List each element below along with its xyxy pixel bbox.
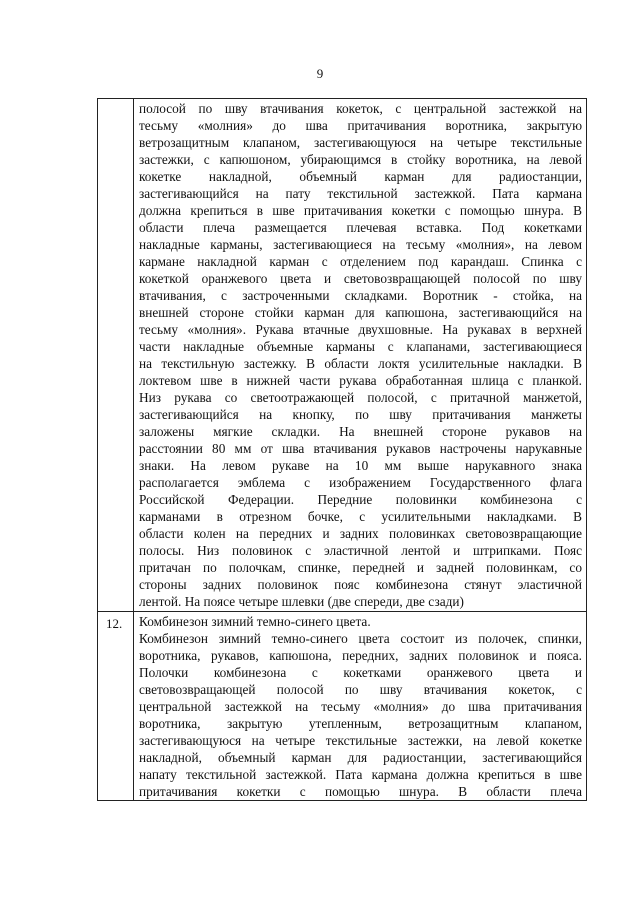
text-line: втачивания, с застроченными складками. Воротник - стойка, на (139, 288, 582, 303)
text-line: внешней стороне стойки карман для капюшона, застегивающийся на (139, 305, 582, 320)
text-line: должна крепиться в шве притачивания кокетки с помощью шнура. В (139, 203, 582, 218)
description-text (139, 100, 582, 610)
text-line: притачан по полочкам, спинке, передней и задней половинкам, со (139, 560, 582, 575)
text-line: Низ рукава со светоотражающей полосой, с притачной манжетой, (139, 390, 582, 405)
text-line: стороны задних половинок пояс комбинезона стянут эластичной (139, 577, 582, 592)
text-line: лентой. На поясе четыре шлевки (две спереди, две сзади) (139, 594, 464, 609)
text-line: локтевом шве в нижней части рукава обработанная шлица с планкой. (139, 373, 582, 388)
text-line: застегивающийся на пату текстильной застежкой. Пата кармана (139, 186, 582, 201)
text-line: области плеча размещается плечевая вставка. Под кокетками (139, 220, 582, 235)
text-line: на текстильную застежку. В области локтя усилительные накладки. В (139, 356, 582, 371)
text-line: напату текстильной застежкой. Пата кармана должна крепиться в шве (139, 767, 582, 782)
text-line: световозвращающей полосой по шву втачивания кокеток, с (139, 682, 582, 697)
text-line: тесьму «молния» до шва притачивания воротника, закрытую (139, 118, 582, 133)
description-cell (134, 99, 587, 612)
text-line: заложены мягкие складки. На внешней стороне рукавов на (139, 424, 582, 439)
table-row (98, 612, 587, 801)
text-line: застегивающуюся на четыре текстильные застежки, на левой кокетке (139, 733, 582, 748)
description-cell (134, 612, 587, 801)
text-line: располагается эмблема с изображением Государственного флага (139, 475, 582, 490)
text-line: Комбинезон зимний темно-синего цвета. (139, 614, 371, 629)
text-line: части накладные объемные карманы с клапанами, застегивающиеся (139, 339, 582, 354)
text-line: знаки. На левом рукаве на 10 мм выше нарукавного знака (139, 458, 582, 473)
table-row (98, 99, 587, 612)
description-text (139, 613, 582, 800)
text-line: воротника, рукавов, капюшона, передних, задних половинок и пояса. (139, 648, 582, 663)
text-line: кокетке накладной, объемный карман для радиостанции, (139, 169, 582, 184)
text-line: кокеткой оранжевого цвета и световозвращающей полосой по шву (139, 271, 582, 286)
text-line: полосой по шву втачивания кокеток, с центральной застежкой на (139, 101, 582, 116)
text-line: полосы. Низ половинок с эластичной лентой и штрипками. Пояс (139, 543, 582, 558)
text-line: Полочки комбинезона с кокетками оранжевого цвета и (139, 665, 582, 680)
row-number-cell (98, 99, 134, 612)
text-line: расстоянии 80 мм от шва втачивания рукавов настрочены нарукавные (139, 441, 582, 456)
text-line: тесьму «молния». Рукава втачные двухшовные. На рукавах в верхней (139, 322, 582, 337)
page-number: 9 (316, 66, 324, 81)
row-number-cell: 12. (98, 612, 134, 801)
text-line: накладной, объемный карман для радиостанции, застегивающийся (139, 750, 582, 765)
specification-table (97, 98, 587, 801)
text-line: притачивания кокетки с помощью шнура. В области плеча (139, 784, 582, 799)
text-line: области колен на передних и задних половинках световозвращающие (139, 526, 582, 541)
text-line: накладные карманы, застегивающиеся на тесьму «молния», на левом (139, 237, 582, 252)
text-line: Комбинезон зимний темно-синего цвета состоит из полочек, спинки, (139, 631, 582, 646)
text-line: застегивающийся на кнопку, по шву притачивания манжеты (139, 407, 582, 422)
text-line: Российской Федерации. Передние половинки комбинезона с (139, 492, 582, 507)
text-line: центральной застежкой на тесьму «молния» до шва притачивания (139, 699, 582, 714)
text-line: застежки, с капюшоном, убирающимся в стойку воротника, на левой (139, 152, 582, 167)
text-line: карманами в отрезном бочке, с усилительными накладками. В (139, 509, 582, 524)
text-line: воротника, закрытую утепленным, ветрозащитным клапаном, (139, 716, 582, 731)
text-line: кармане накладной карман с отделением под карандаш. Спинка с (139, 254, 582, 269)
text-line: ветрозащитным клапаном, застегивающуюся на четыре текстильные (139, 135, 582, 150)
